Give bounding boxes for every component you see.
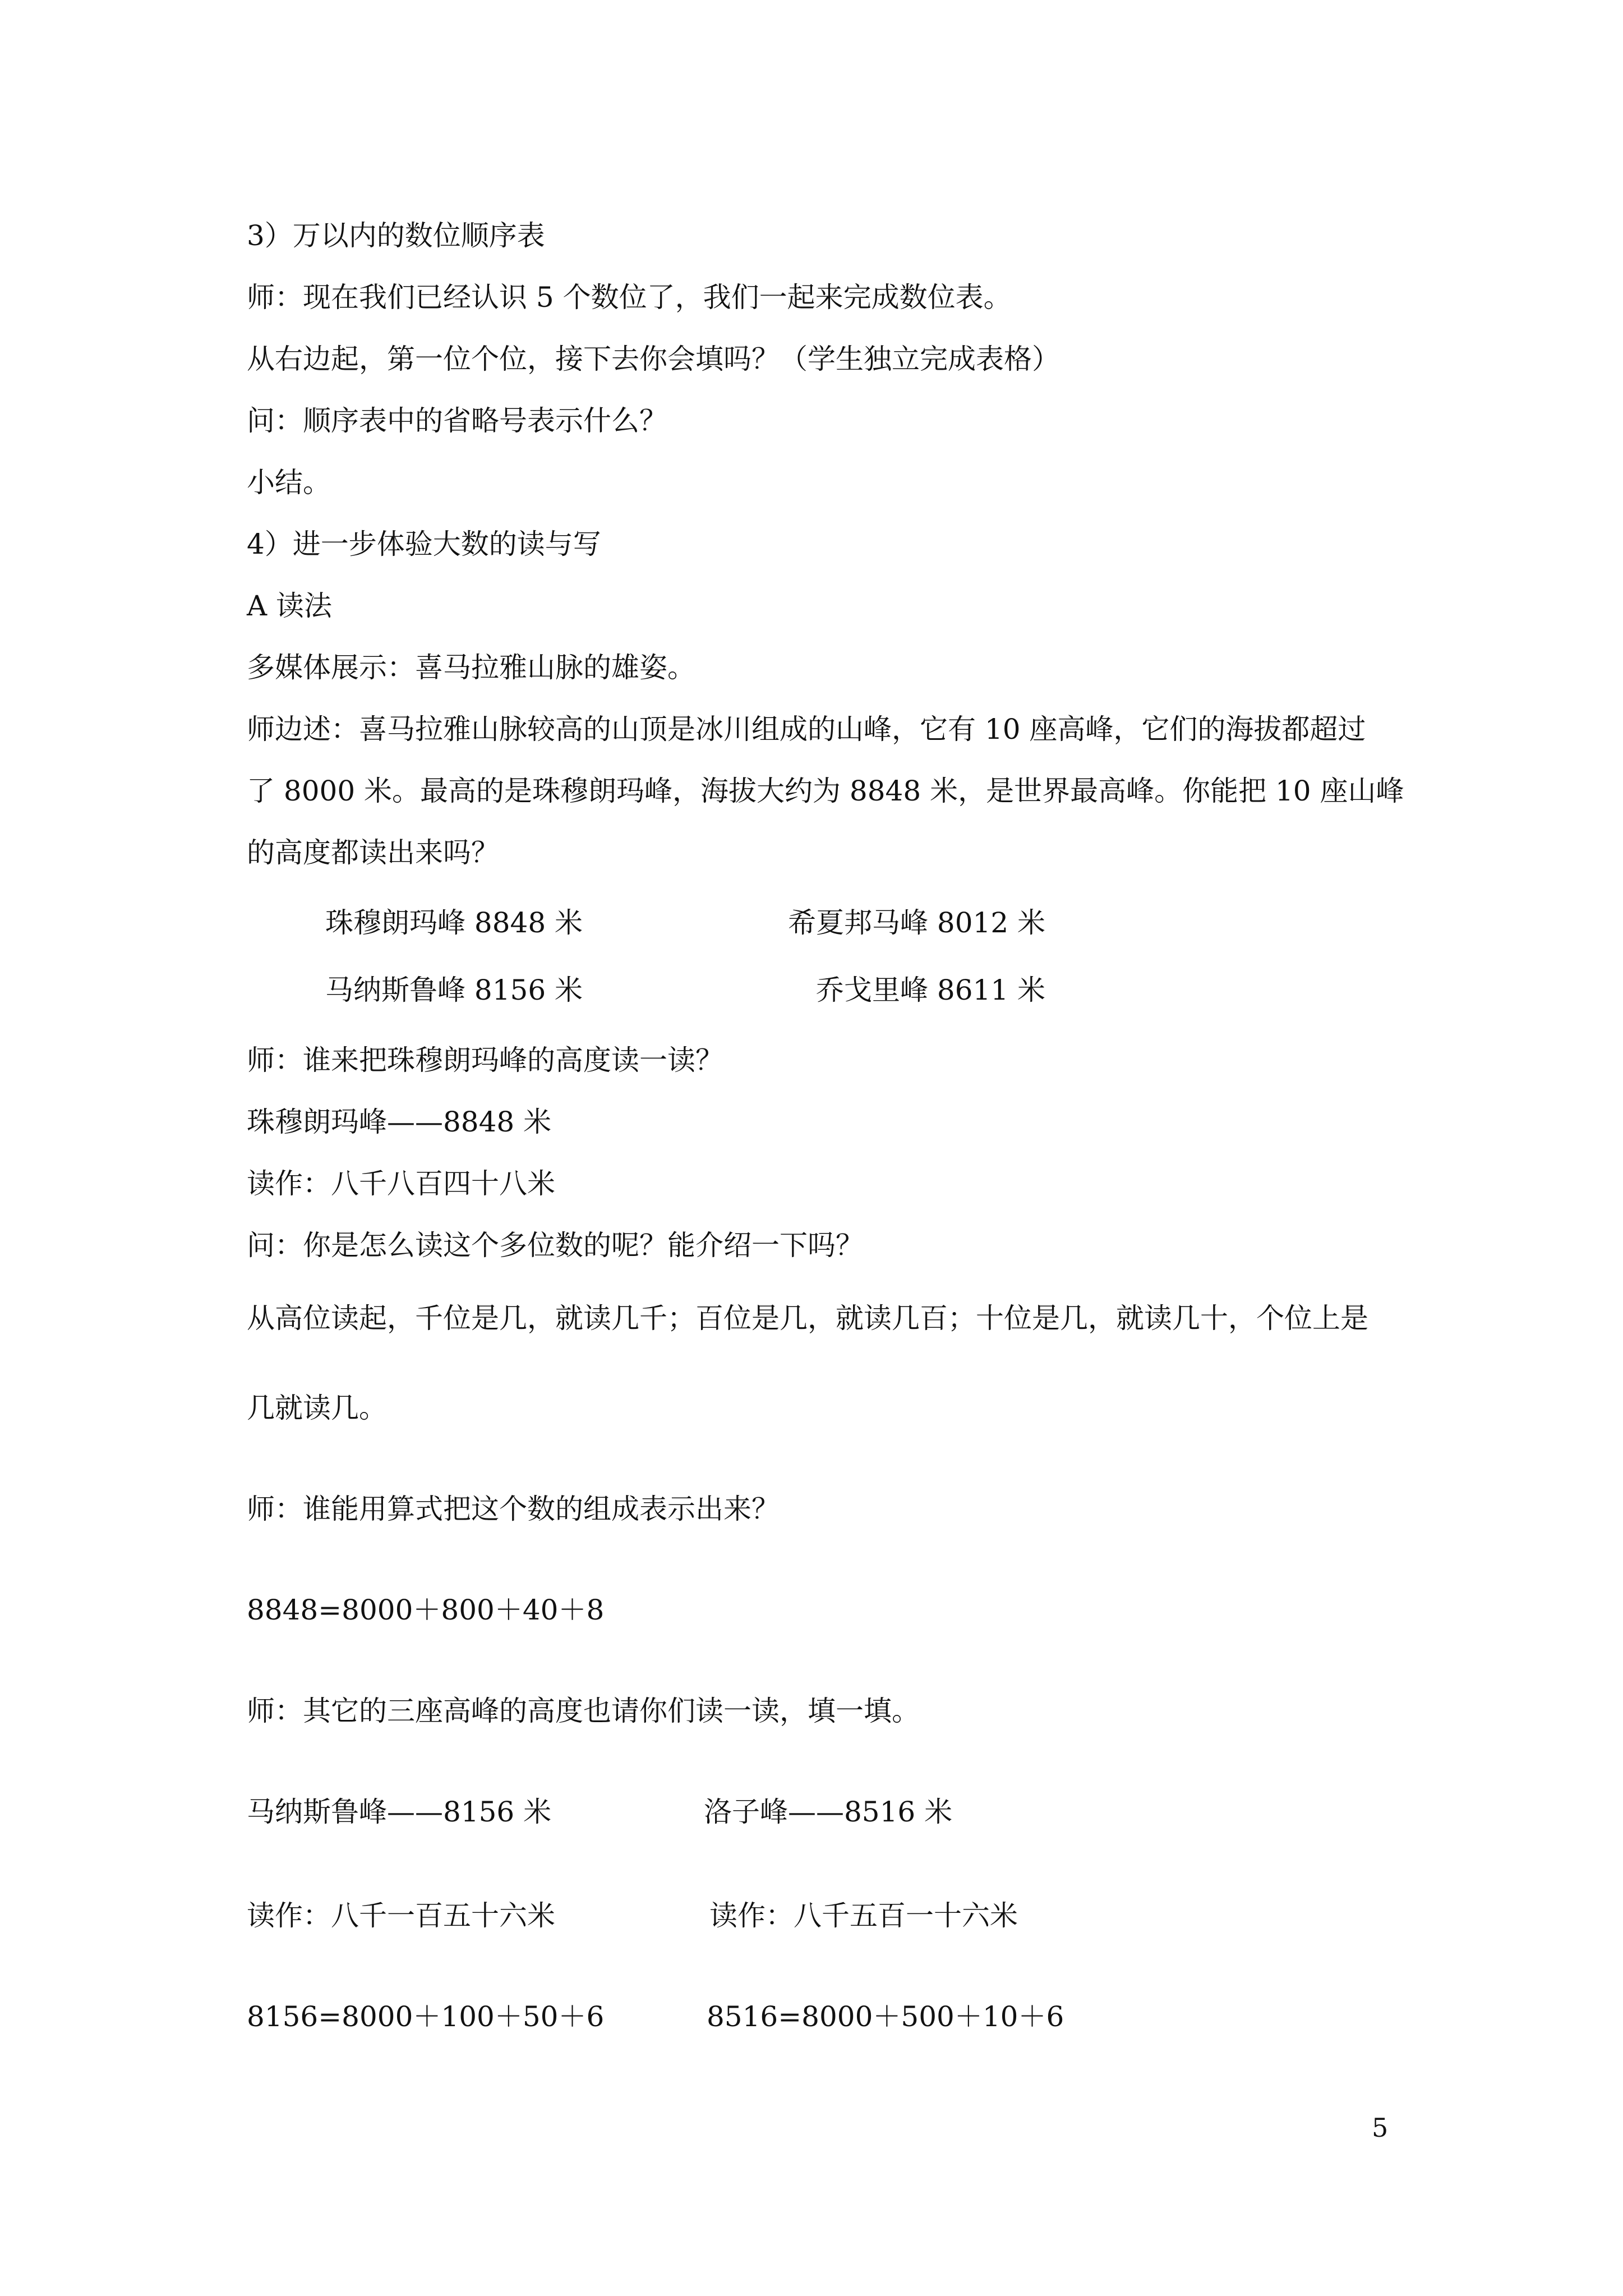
page-number: 5 bbox=[1372, 2113, 1389, 2143]
text-line-reading-everest: 读作：八千八百四十八米 bbox=[247, 1167, 555, 1200]
text-line-multimedia: 多媒体展示：喜马拉雅山脉的雄姿。 bbox=[247, 651, 695, 684]
question-line-ellipsis: 问：顺序表中的省略号表示什么？ bbox=[247, 404, 667, 437]
peak-shishapangma: 希夏邦马峰 8012 米 bbox=[788, 907, 1046, 939]
text-line-reading-rule-2: 几就读几。 bbox=[247, 1392, 387, 1424]
teacher-line-digit-table: 师：现在我们已经认识 5 个数位了，我们一起来完成数位表。 bbox=[247, 281, 1012, 314]
teacher-line-composition: 师：谁能用算式把这个数的组成表示出来？ bbox=[247, 1493, 780, 1525]
text-line-reading-lhotse: 读作：八千五百一十六米 bbox=[709, 1899, 1018, 1932]
teacher-line-other-peaks: 师：其它的三座高峰的高度也请你们读一读，填一填。 bbox=[247, 1695, 920, 1727]
summary-line: 小结。 bbox=[247, 466, 331, 499]
text-line-lhotse-height: 洛子峰——8516 米 bbox=[704, 1796, 953, 1828]
peak-k2: 乔戈里峰 8611 米 bbox=[816, 974, 1046, 1006]
equation-8516: 8516=8000＋500＋10＋6 bbox=[707, 2000, 1064, 2033]
text-line-reading-rule-1: 从高位读起，千位是几，就读几千；百位是几，就读几百；十位是几，就读几十，个位上是 bbox=[247, 1302, 1368, 1335]
section-heading-digit-order-table: 3）万以内的数位顺序表 bbox=[247, 219, 545, 252]
peak-manaslu: 马纳斯鲁峰 8156 米 bbox=[325, 974, 583, 1006]
teacher-line-read-height: 师：谁来把珠穆朗玛峰的高度读一读？ bbox=[247, 1044, 723, 1076]
section-heading-read-write: 4）进一步体验大数的读与写 bbox=[247, 528, 601, 560]
teacher-narration-line-1: 师边述：喜马拉雅山脉较高的山顶是冰川组成的山峰，它有 10 座高峰，它们的海拔都超过 bbox=[247, 713, 1366, 746]
teacher-narration-line-2: 了 8000 米。最高的是珠穆朗玛峰，海拔大约为 8848 米，是世界最高峰。你能把 10 座山峰 bbox=[247, 775, 1404, 807]
text-line-right-to-left: 从右边起，第一位个位，接下去你会填吗？（学生独立完成表格） bbox=[247, 343, 1060, 375]
text-line-everest-height: 珠穆朗玛峰——8848 米 bbox=[247, 1106, 552, 1138]
equation-8156: 8156=8000＋100＋50＋6 bbox=[247, 2000, 605, 2033]
question-line-how-read: 问：你是怎么读这个多位数的呢？能介绍一下吗？ bbox=[247, 1229, 864, 1262]
equation-8848: 8848=8000＋800＋40＋8 bbox=[247, 1594, 605, 1626]
text-line-manaslu-height: 马纳斯鲁峰——8156 米 bbox=[247, 1796, 552, 1828]
text-line-reading-manaslu: 读作：八千一百五十六米 bbox=[247, 1899, 555, 1932]
peak-everest: 珠穆朗玛峰 8848 米 bbox=[325, 907, 583, 939]
subheading-reading: A 读法 bbox=[247, 590, 333, 622]
teacher-narration-line-3: 的高度都读出来吗？ bbox=[247, 836, 499, 869]
